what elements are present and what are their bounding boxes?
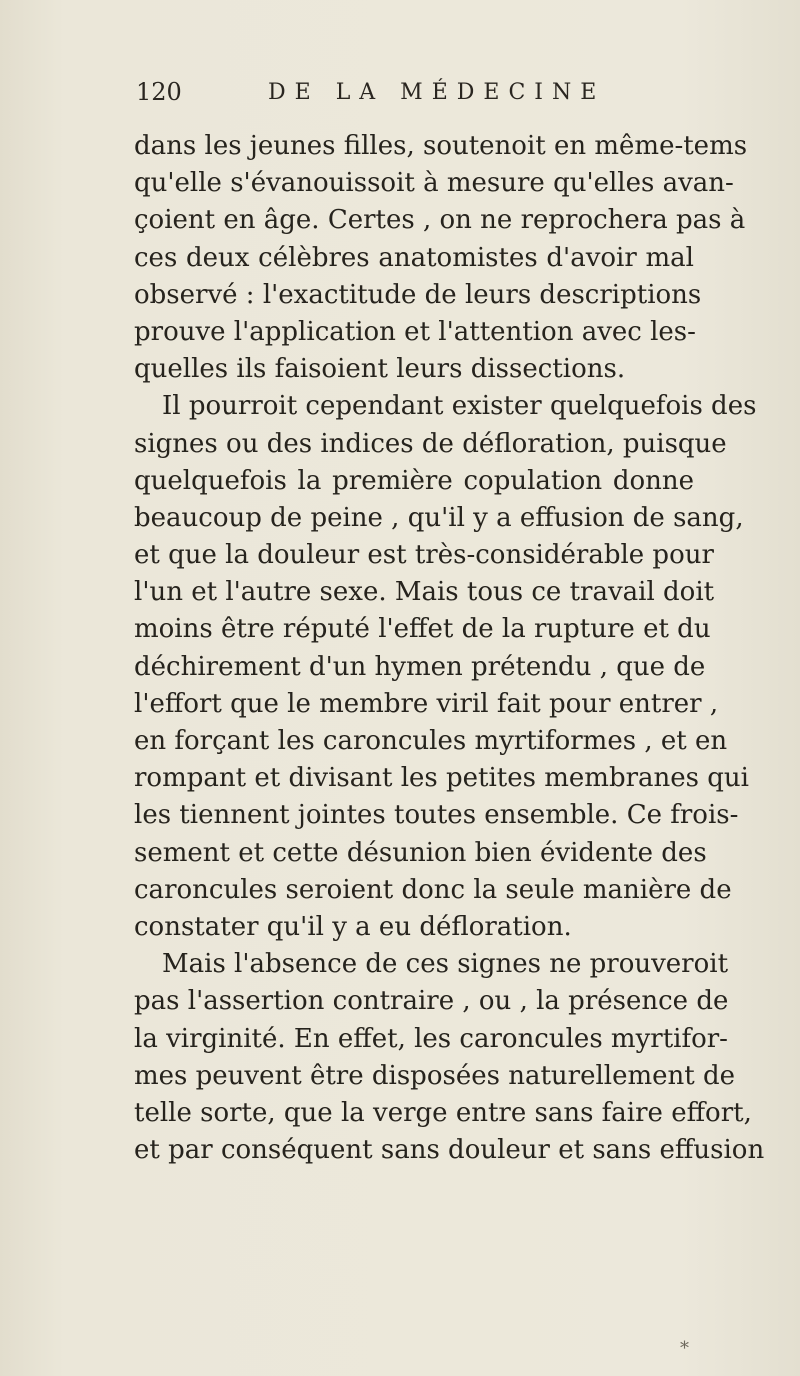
text-line: rompant et divisant les petites membranes qui <box>134 763 749 794</box>
text-line: signes ou des indices de défloration, puisque <box>134 428 727 459</box>
text-line: la virginité. En effet, les caroncules myrtifor- <box>134 1023 728 1054</box>
text-line: quelquefois la première copulation donne <box>134 465 694 496</box>
text-line: sement et cette désunion bien évidente des <box>134 837 707 868</box>
page-header <box>136 78 636 118</box>
text-line: çoient en âge. Certes , on ne reprochera pas à <box>134 205 746 236</box>
text-line: dans les jeunes filles, soutenoit en même-tems <box>134 131 748 161</box>
footer-mark: * <box>680 1338 689 1359</box>
text-line: en forçant les caroncules myrtiformes , et en <box>134 726 728 756</box>
text-line: caroncules seroient donc la seule manière de <box>134 874 732 905</box>
text-line: pas l'assertion contraire , ou , la présence de <box>134 986 729 1017</box>
text-line: Mais l'absence de ces signes ne prouveroit <box>162 949 729 980</box>
text-line: l'un et l'autre sexe. Mais tous ce travail doit <box>134 577 715 608</box>
text-line: quelles ils faisoient leurs dissections. <box>134 354 626 385</box>
text-line: et par conséquent sans douleur et sans effusion <box>134 1135 765 1166</box>
text-line: telle sorte, que la verge entre sans faire effort, <box>134 1097 752 1128</box>
text-line: beaucoup de peine , qu'il y a effusion de sang, <box>134 502 744 533</box>
text-line: les tiennent jointes toutes ensemble. Ce frois- <box>134 800 739 831</box>
text-line: mes peuvent être disposées naturellement de <box>134 1060 735 1091</box>
text-line: l'effort que le membre viril fait pour entrer , <box>134 688 719 719</box>
text-line: qu'elle s'évanouissoit à mesure qu'elles avan- <box>134 168 734 199</box>
text-line: ces deux célèbres anatomistes d'avoir mal <box>134 242 694 273</box>
text-line: observé : l'exactitude de leurs descriptions <box>134 279 702 310</box>
running-title: DE LA MÉDECINE <box>268 80 606 105</box>
text-line: constater qu'il y a eu défloration. <box>134 911 572 942</box>
body-text <box>134 128 765 1169</box>
text-line: prouve l'application et l'attention avec les- <box>134 316 696 347</box>
text-line: moins être réputé l'effet de la rupture et du <box>134 614 711 645</box>
page-number: 120 <box>136 78 182 106</box>
text-line: déchirement d'un hymen prétendu , que de <box>134 651 706 682</box>
text-line: Il pourroit cependant exister quelquefois des <box>162 391 757 422</box>
text-line: et que la douleur est très-considérable pour <box>134 540 714 571</box>
